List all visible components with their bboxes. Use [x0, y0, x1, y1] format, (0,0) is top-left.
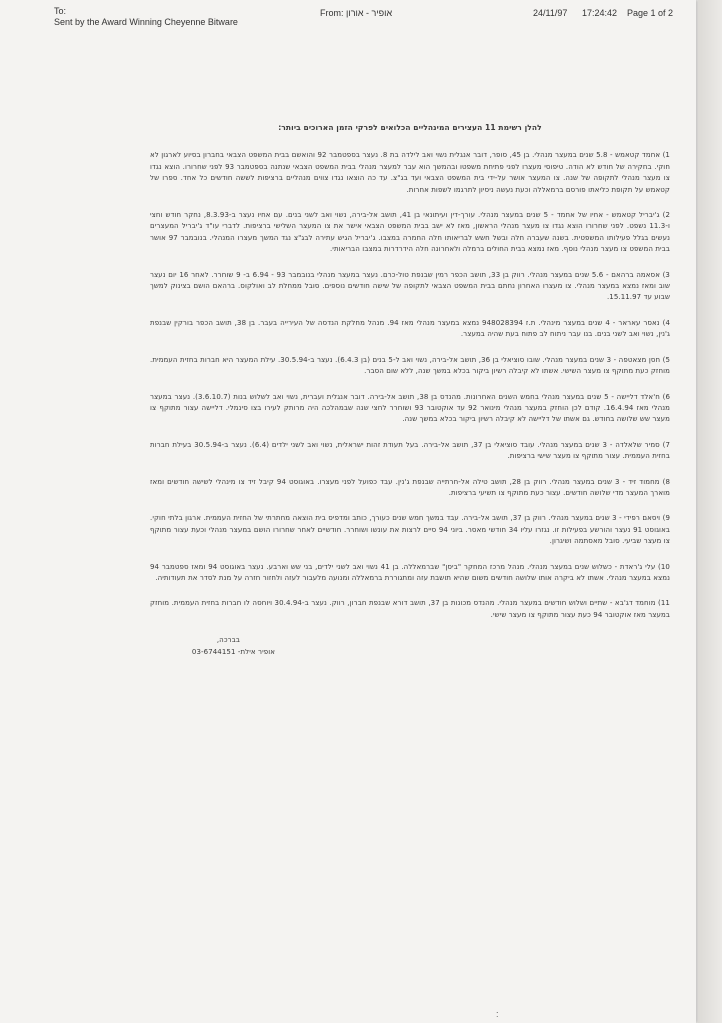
detainee-item-4: 4) נאסר עאראר - 4 שנים במעצר מינהלי. ת.ז 948028394 נמצא במעצר מנהלי מאז 94. מנהל מחלקת הנדסה של העירייה בעבר. בן 38, תושב הכפר בורקין שבנפת ג'נין, נשוי ואב לשני בנים. בנו עבר ניתוח לב פתוח בעת שהיה במעצר. — [150, 318, 670, 339]
fax-date: 24/11/97 — [533, 8, 568, 18]
document-body — [150, 122, 670, 658]
detainee-item-2: 2) ג'יבריל קטאמש - אחיו של אחמד - 5 שנים במעצר מנהלי. עורך-דין ועיתונאי בן 41, תושב אל-בירה, נשוי ואב לשני בנים. עם אחיו נעצר ב-8.3.93, נחקר חודש וחצי ו-11.3 נשפט. לפני שחרורו הוצא נגדו צו מעצר מנהלי הראשון, מאז לא ישב בבית המשפט הצבאי אישר את צו המעצר השלישי ברציפות. לדברי עו"ד ג'יבריל המעצרים נעשים בגלל פעילותו המשפטית. בשנה שעברה חלה ובשל חשש לבריאותו חלה החמרה במצבו. ג'יבריל הגיש עתירה לבג"צ נגד המשך מעצרו המנהלי. בנובמבר 97 אושר בבית המשפט צו מעצר מנהלי נוסף. מאז נמצא בבית החולים ברמלה ולאחרונה חלה הידרדרות במצבו הבריאותי. — [150, 211, 670, 254]
detainee-item-6: 6) ח'אלד דליישה - 5 שנים במעצר מנהלי בחמש השנים האחרונות. מהנדס בן 38, תושב אל-בירה. דובר אנגלית ועברית, נשוי ואב לשלוש בנות (3.6.10.7). נעצר במעצר מנהלי מאז 16.4.94. קודם לכן הוחזק במעצר מנהלי מינואר 92 עד אוקטובר 93 ושוחרר לחצי שנה שבמהלכה היה מרותק לעירו בצו סינמלי. דליישה עצור מתוקף צו מעצר שש שלושה בחודש. גם אשתו של דליישה לא קיבלה רשיון ביקור בכלא במשך שנה. — [150, 392, 671, 424]
fax-to-label: To: — [54, 6, 67, 16]
footer-mark: : — [496, 1009, 499, 1019]
fax-sent-by: Sent by the Award Winning Cheyenne Bitware — [54, 17, 238, 27]
document-title: להלן רשימת 11 העצירים המינהליים הכלואים לפרקי הזמן הארוכים ביותר: — [278, 123, 542, 132]
detainee-item-1: 1) אחמד קטאמש - 5.8 שנים במעצר מנהלי. בן 45, סופר, דובר אנגלית נשוי ואב לילדה בת 8. נעצר בספטמבר 92 והואשם בבית המשפט הצבאי בחברון בסיוע לארגון לא חוקי. בחקירה של חודש לא הודה. טיפוסי מעצרו לפני פתיחת משפטו ובהמשך הוא עבר למעצר מנהלי בבית המשפט הצבאי שנתנה בספטמבר 93 לפני שחרורו. הוצא נגדו צו מעצר מנהלי לתקופה של שנה. צו המעצר אושר על-ידי בית המשפט הצבאי ועד בג"צ. עד כה הוצאו נגדו צווים מנהליים ברציפות לששה חודשים כל אחד. ספרו של קטאמש על תקופת כליאתו פורסם ברמאללה וכעת נעשה ניסיון לתרגמו לשפות אחרות. — [150, 151, 670, 194]
detainee-item-9: 9) ויסאם רפידי - 3 שנים במעצר מנהלי. רווק בן 37, תושב אל-בירה. עבד במשך חמש שנים כעורך, כותב ומדפיס בית הוצאה מחתרתי של החזית העממית. ארגון בלתי חוקי. באוגוסט 91 נעצר והורשע בפעילות זו. נגזרו עליו 34 חודשי מאסר. ביוני 94 סיים לרצות את עונשו ושוחרר. חודשיים לאחר שחרורו הושם במעצר מנהלי וכעת עצור מתוקף צו מעצר שביעי. סובל מאסתמה ושיגרון. — [150, 514, 670, 546]
detainee-item-11: 11) מוחמד דג'בא - שתיים ושלוש חודשים במעצר מנהלי. מהנדס מכונות בן 37, תושב דורא שבנפת חברון, רווק. נעצר ב-30.4.94 ויוחסה לו חברות בחזית העממית. מוחזק במעצר מאז אוקטובר 94 כעת עצור מתוקף צו מעצר שישי. — [150, 599, 670, 619]
closing-greeting: בברכה, — [216, 636, 240, 645]
fax-from — [320, 8, 392, 18]
detainee-item-10: 10) עלי ג'ראדת - כשלוש שנים במעצר מנהלי. מנהל מרכז המחקר "ביסן" שברמאללה. בן 41 נשוי ואב לשני ילדים, בני שש וארבע. נעצר באוגוסט 94 ומאז ספטמבר 94 נמצא במעצר מנהלי. אשתו לא ביקרה אותו שלושה חודשים משום שהיא תושבת עזה ומתגוררת ברמאללה ומנועה מלעבור לעזה ולחזור חזרה על מנת לסדר את תעודותיה. — [150, 562, 670, 582]
detainee-item-7: 7) סמיר שלאלדה - 3 שנים במעצר מנהלי. עובד סוציאלי בן 37, תושב אל-בירה. בעל תעודת זהות ישראלית, נשוי ואב לשני ילדים (6.4). נעצר ב-30.5.94 בעילת חברות בחזית העממית. עצור מתוקף צו מעצר שישי ברציפות. — [150, 440, 670, 461]
fax-from-value: אופיר - אורון — [346, 8, 393, 18]
fax-time: 17:24:42 — [582, 8, 618, 18]
detainee-item-3: 3) אסאמה ברהאם - 5.6 שנים במעצר מנהלי. רווק בן 33, תושב הכפר רמין שבנפת טול-כרם. נעצר במעצר מנהלי בנובמבר 93 - 6.94 ב- 9 שוחרר. לאחר 16 יום נעצר שוב ומאז נמצא במעצר מנהלי. צו מעצרו האחרון נחתם בבית המשפט הצבאי לתקופה של שישה חודשים נוספים. סובל ממחלת לב ואולקוס. ברהאם הושם בצינוק למשך שבוע עד 15.11.97. — [150, 270, 670, 302]
fax-header — [0, 0, 696, 40]
signature-line: אופיר אילת- 03-6744151 — [191, 647, 275, 656]
page-edge — [698, 0, 722, 1023]
detainee-item-8: 8) מחמוד זיד - 3 שנים במעצר מנהלי. רווק בן 28, תושב טילה אל-חרתייה שבנפת ג'נין. עבד כפועל לפני מעצרו. באוגוסט 94 קיבל זיד צו מינהלי לשישה חודשים ומאז מוארך המעצר מדי שלושה חודשים. עצור כעת מתוקף צו תשיעי ברציפות. — [150, 477, 670, 497]
fax-from-label: From: — [320, 8, 344, 18]
fax-page-count: Page 1 of 2 — [627, 8, 674, 18]
detainee-item-5: 5) חסן מצאטפה - 3 שנים במעצר מנהלי. שובו סוציאלי בן 36, תושב אל-בירה, נשוי ואב ל-5 בנים (בן 6.4.3). נעצר ב-30.5.94. עילת המעצר היא חברות בחזית העממית. מוחזק כעת מתוקף צו מעצר השישי. אשתו לא קיבלה רשיון ביקור בכלא במשך שנה, ללא שום הסבר. — [150, 355, 670, 376]
